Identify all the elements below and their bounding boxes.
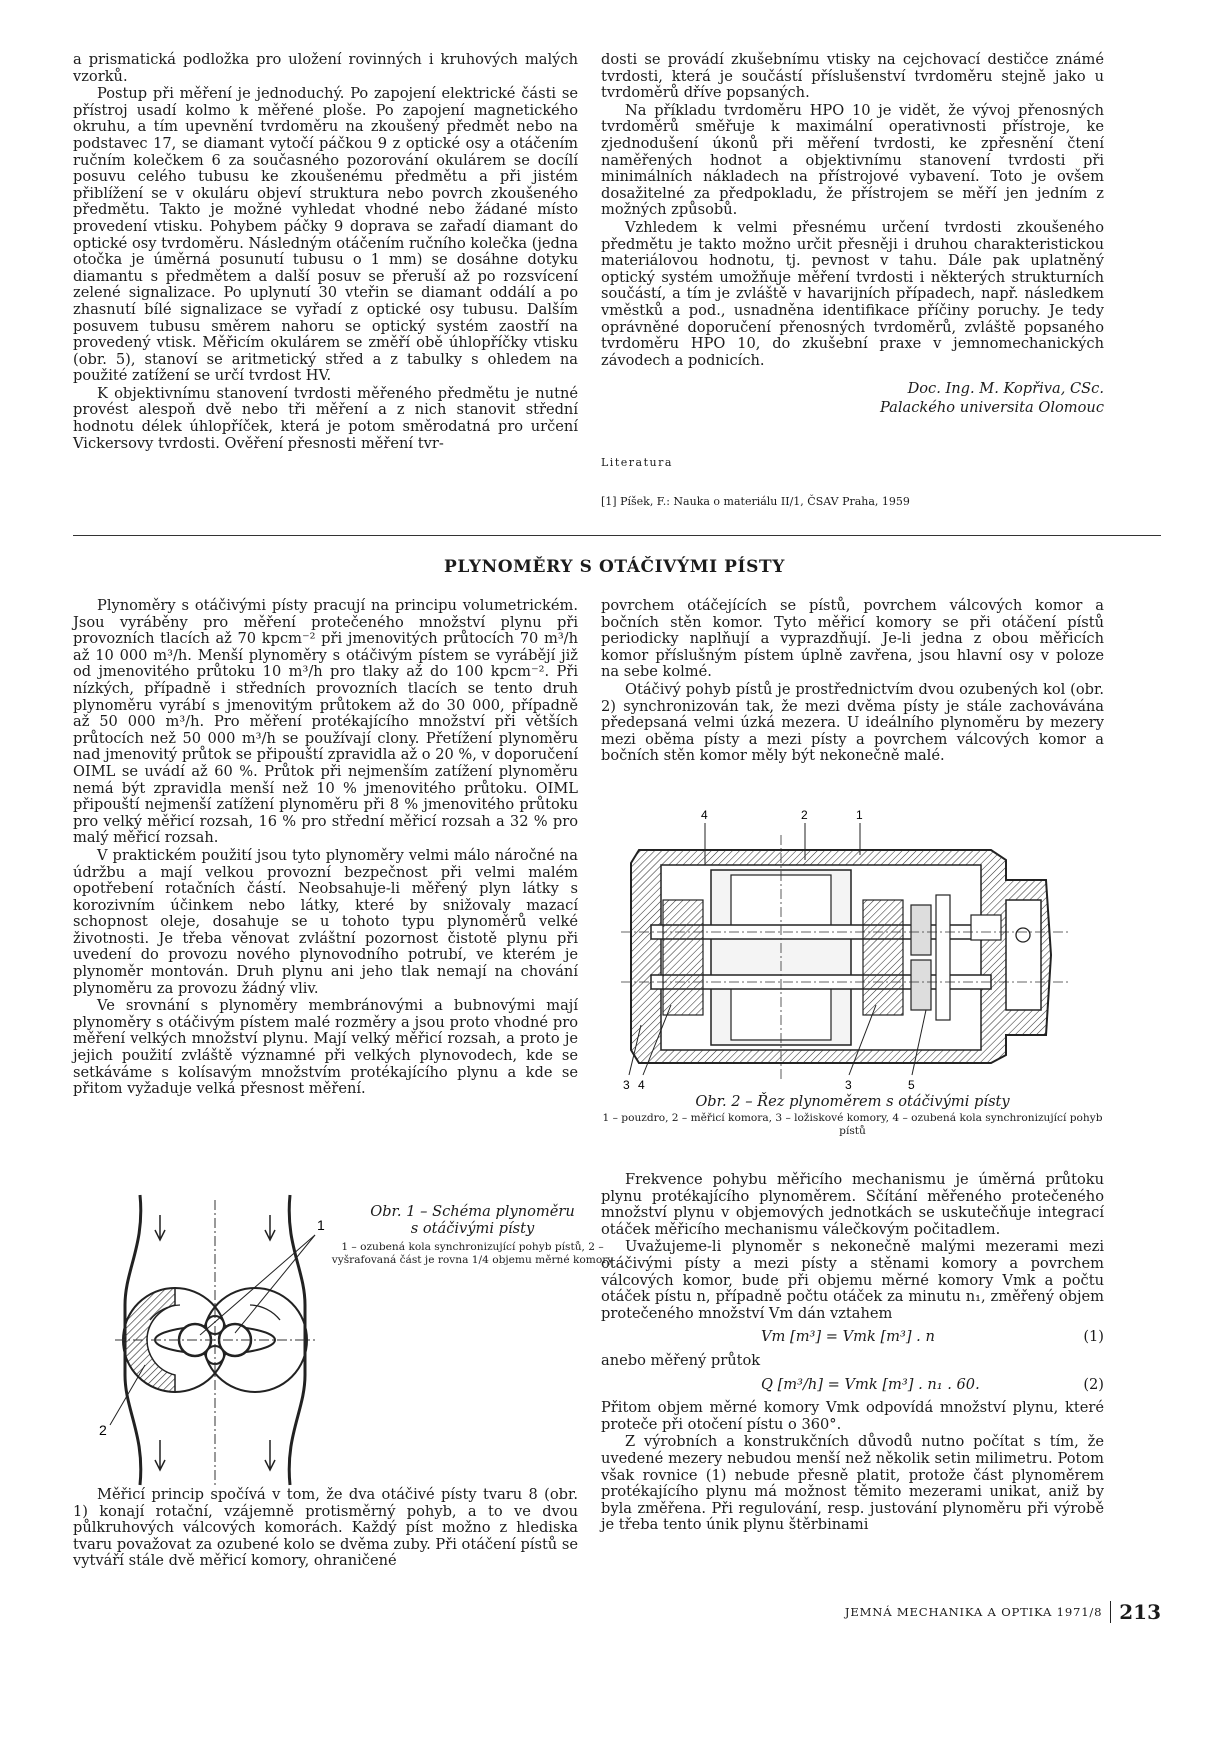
figure-2-label-2-top: 2 (801, 808, 808, 822)
figure-2-label-4-bottom: 4 (638, 1078, 645, 1092)
paragraph: Plynoměry s otáčivými písty pracují na principu volumetrickém. Jsou vyráběny pro měření protečeného množství plynu při provozních tlacích až 70 kpcm⁻² při jmenovitých průtocích 70 m³/h až 10 000 m³/h. Menší plynoměry s otáčivým pístem se vyrábějí již od jmenovitého průtoku 10 m³/h pro tlaky až do 100 kpcm⁻². Při nízkých, případně i středních provozních tlacích se tento druh plynoměru vyrábí s jmenovitým průtokem až do 30 000, případně až 50 000 m³/h. Pro měření protékajícího množství při větších průtocích než 50 000 m³/h se používají clony. Přetížení plynoměru nad jmenovitý průtok se připouští zpravidla až o 20 %, v doporučení OIML se uvádí až 60 %. Průtok při nejmenším zatížení plynoměru nemá být zpravidla menší než 10 % jmenovitého průtoku. OIML připouští nejmenší zatížení plynoměru při 8 % jmenovitého průtoku pro velký měřicí rozsah, 16 % pro střední měřicí rozsah a 32 % pro malý měřicí rozsah. (73, 597, 578, 847)
equation-2-number: (2) (1083, 1375, 1104, 1393)
paragraph: Na příkladu tvrdoměru HPO 10 je vidět, že vývoj přenosných tvrdoměrů směřuje k maximální operativnosti přístroje, ke zjednodušení úkonů při měření tvrdosti, ke zpřesnění čtení naměřených hodnot a objektivnímu stanovení tvrdosti při minimálních nákladech na přístrojové vybavení. Toto je ovšem dosažitelné za předpokladu, že přístrojem se měří jen jedním z možných způsobů. (601, 101, 1104, 219)
literature-heading: Literatura (601, 456, 673, 470)
paragraph: Otáčivý pohyb pístů je prostřednictvím dvou ozubených kol (obr. 2) synchronizován tak, že mezi dvěma písty je stále zachovávána předepsaná velmi úzká mezera. U ideálního plynoměru by mezery mezi oběma písty a mezi písty a povrchem válcových komor a bočních stěn komor měly být nekonečně malé. (601, 680, 1104, 765)
figure-2-legend: 1 – pouzdro, 2 – měřicí komora, 3 – ložiskové komory, 4 – ozubená kola synchronizující pohyb pístů (602, 1112, 1103, 1137)
article-title: PLYNOMĚRY S OTÁČIVÝMI PÍSTY (444, 557, 785, 577)
article-right-column (601, 598, 1104, 765)
figure-1-label-2: 2 (99, 1422, 107, 1438)
figure-2-label-3-left: 3 (623, 1078, 630, 1092)
figure-1-caption (330, 1203, 615, 1267)
figure-2-drawing (601, 805, 1104, 1095)
paragraph: Z výrobních a konstrukčních důvodů nutno počítat s tím, že uvedené mezery nebudou menší než několik setin milimetru. Potom však rovnice (1) nebude přesně platit, protože část plynoměrem protékajícího plynu má možnost těmito mezerami unikat, aniž by byla změřena. Při regulování, resp. justování plynoměru při výrobě je třeba tento únik plynu štěrbinami (601, 1433, 1104, 1534)
footer-divider (1110, 1601, 1111, 1623)
author-signature (601, 379, 1104, 417)
paragraph: K objektivnímu stanovení tvrdosti měřeného předmětu je nutné provést alespoň dvě nebo tři měření a z nich stanovit střední hodnotu délek úhlopříček, která je potom směrodatná pro určení Vickersovy tvrdosti. Ověření přesnosti měření tvr- (73, 384, 578, 452)
paragraph: povrchem otáčejících se pístů, povrchem válcových komor a bočních stěn komor. Tyto měřicí komory se při otáčení pístů periodicky naplňují a vyprazdňují. Je-li jedna z obou měřicích komor příslušným pístem úplně zavřena, jsou hlavní osy v poloze na sebe kolmé. (601, 597, 1104, 681)
figure-2-label-3-right: 3 (845, 1078, 852, 1092)
figure-1-label-1: 1 (317, 1217, 325, 1233)
page-footer (845, 1600, 1161, 1624)
figure-2-label-5: 5 (908, 1078, 915, 1092)
figure-2-label-1-top: 1 (856, 808, 863, 822)
author-affiliation: Palackého universita Olomouc (879, 399, 1104, 417)
figure-1-drawing (85, 1185, 345, 1495)
top-right-column (601, 52, 1104, 510)
equation-1 (601, 1329, 1104, 1346)
paragraph: Uvažujeme-li plynoměr s nekonečně malými mezerami mezi otáčivými písty a mezi písty a stěnami komory a povrchem válcových komor, bude při objemu měrné komory Vmk a počtu otáček pístu n, případně počtu otáček za minutu n₁, změřený objem protečeného množství Vm dán vztahem (601, 1238, 1104, 1322)
paragraph: Postup při měření je jednoduchý. Po zapojení elektrické části se přístroj usadí kolmo k měřené ploše. Po zapojení magnetického okruhu, a tím upevnění tvrdoměru na zkoušený předmět nebo na podstavec 17, se diamant vytočí páčkou 9 z optické osy a otáčením ručním kolečkem 6 za současného pozorování okulárem se docílí posuvu celého tubusu ke zkoušenému předmětu a při jistém přiblížení se v okuláru objeví struktura nebo povrch zkoušeného předmětu. Takto je možné vyhledat vhodné nebo žádané místo provedení vtisku. Pohybem páčky 9 doprava se zařadí diamant do optické osy tvrdoměru. Následným otáčením ručního kolečka (jedna otočka je úměrná posunutí tubusu o 1 mm) se dosáhne dotyku diamantu s předmětem a další posuv se přeruší až po rozsvícení zelené signalizace. Po uplynutí 30 vteřin se diamant oddálí a po zhasnutí bílé signalizace se vyřadí z optické osy tubusu. Dalším posuvem tubusu směrem nahoru se optický systém zaostří na provedený vtisk. Měřicím okulárem se změří obě úhlopříčky vtisku (obr. 5), stanoví se aritmetický střed a z tabulky s ohledem na použité zatížení se určí tvrdost HV. (73, 85, 578, 385)
figure-1 (85, 1185, 685, 1505)
figure-2-title: Obr. 2 – Řez plynoměrem s otáčivými písty (695, 1093, 1010, 1110)
article-right-column-continued (601, 1172, 1104, 1534)
paragraph: Frekvence pohybu měřicího mechanismu je úměrná průtoku plynu protékajícího plynoměrem. Sčítání měřeného protečeného množství plynu v objemových jednotkách se uskutečňuje integrací otáček měřicího mechanismu válečkovým počitadlem. (601, 1171, 1104, 1238)
equation-1-number: (1) (1083, 1328, 1104, 1346)
figure-1-legend: 1 – ozubená kola synchronizující pohyb pístů, 2 – vyšrafovaná část je rovna 1/4 objemu měrné komory (331, 1241, 614, 1266)
page-number: 213 (1119, 1600, 1161, 1624)
figure-2-label-4-top: 4 (701, 808, 708, 822)
literature-item: [1] Píšek, F.: Nauka o materiálu II/1, ČSAV Praha, 1959 (601, 494, 910, 508)
paragraph: Ve srovnání s plynoměry membránovými a bubnovými mají plynoměry s otáčivým pístem malé rozměry a jsou proto vhodné pro měření velkých množství plynu. Mají velký měřicí rozsah, a proto je jejich použití zvláště významné při velkých plynovodech, kde se setkáváme s kolísavým množstvím protékajícího plynu a kde se přitom vyžaduje velká přesnost měření. (73, 997, 578, 1098)
paragraph: anebo měřený průtok (601, 1351, 761, 1369)
author-name: Doc. Ing. M. Kopřiva, CSc. (907, 380, 1104, 398)
equation-2 (601, 1377, 1104, 1394)
equation-2-formula: Q [m³/h] = Vmk [m³] . n₁ . 60. (761, 1375, 980, 1393)
paragraph: Vzhledem k velmi přesnému určení tvrdosti zkoušeného předmětu je takto možno určit přesněji i druhou charakteristickou materiálovou hodnotu, tj. pevnost v tahu. Dále pak uplatněný optický systém umožňuje měření tvrdosti i některých strukturních součástí, a tím je zvláště v havarijních případech, např. následkem vměstků a pod., usnadněna identifikace příčiny poruchy. Je tedy oprávněné doporučení přenosných tvrdoměrů, zvláště popsaného tvrdoměru HPO 10, do zkušební praxe v jemnomechanických závodech a podnicích. (601, 218, 1104, 369)
journal-name: JEMNÁ MECHANIKA A OPTIKA 1971/8 (844, 1605, 1103, 1619)
article-left-column-continued (73, 1487, 578, 1570)
figure-1-title-line-2: s otáčivými písty (410, 1220, 535, 1237)
figure-2-caption (601, 1093, 1104, 1138)
article-left-column (73, 598, 578, 1098)
equation-1-formula: Vm [m³] = Vmk [m³] . n (761, 1328, 935, 1346)
figure-2 (601, 805, 1104, 1135)
paragraph: Měřicí princip spočívá v tom, že dva otáčivé písty tvaru 8 (obr. 1) konají rotační, vzájemně protisměrný pohyb, a to ve dvou půlkruhových válcových komorách. Každý píst možno z hlediska tvaru považovat za ozubené kolo se dvěma zuby. Při otáčení pístů se vytváří stále dvě měřicí komory, ohraničené (73, 1486, 578, 1570)
top-left-column (73, 52, 578, 452)
paragraph: V praktickém použití jsou tyto plynoměry velmi málo náročné na údržbu a mají velkou provozní bezpečnost při velmi malém opotřebení rotačních částí. Neobsahuje-li měřený plyn látky s korozivním účinkem nebo látky, které by snižovaly mazací schopnost oleje, dosahuje se u tohoto typu plynoměrů velké životnosti. Je třeba věnovat zvláštní pozornost čistotě plynu při uvedení do provozu nového plynovodního potrubí, ve kterém je plynoměr montován. Druh plynu ani jeho tlak nemají na chování plynoměru za provozu žádný vliv. (73, 846, 578, 997)
paragraph: Přitom objem měrné komory Vmk odpovídá množství plynu, které proteče při otočení pístu o 360°. (601, 1399, 1104, 1433)
figure-1-title-line-1: Obr. 1 – Schéma plynoměru (370, 1203, 575, 1220)
paragraph: dosti se provádí zkušebnímu vtisky na cejchovací destičce známé tvrdosti, která je součástí příslušenství tvrdoměru stejně jako u tvrdoměrů dříve popsaných. (601, 51, 1104, 102)
section-divider (73, 535, 1161, 536)
paragraph: a prismatická podložka pro uložení rovinných i kruhových malých vzorků. (73, 51, 578, 85)
